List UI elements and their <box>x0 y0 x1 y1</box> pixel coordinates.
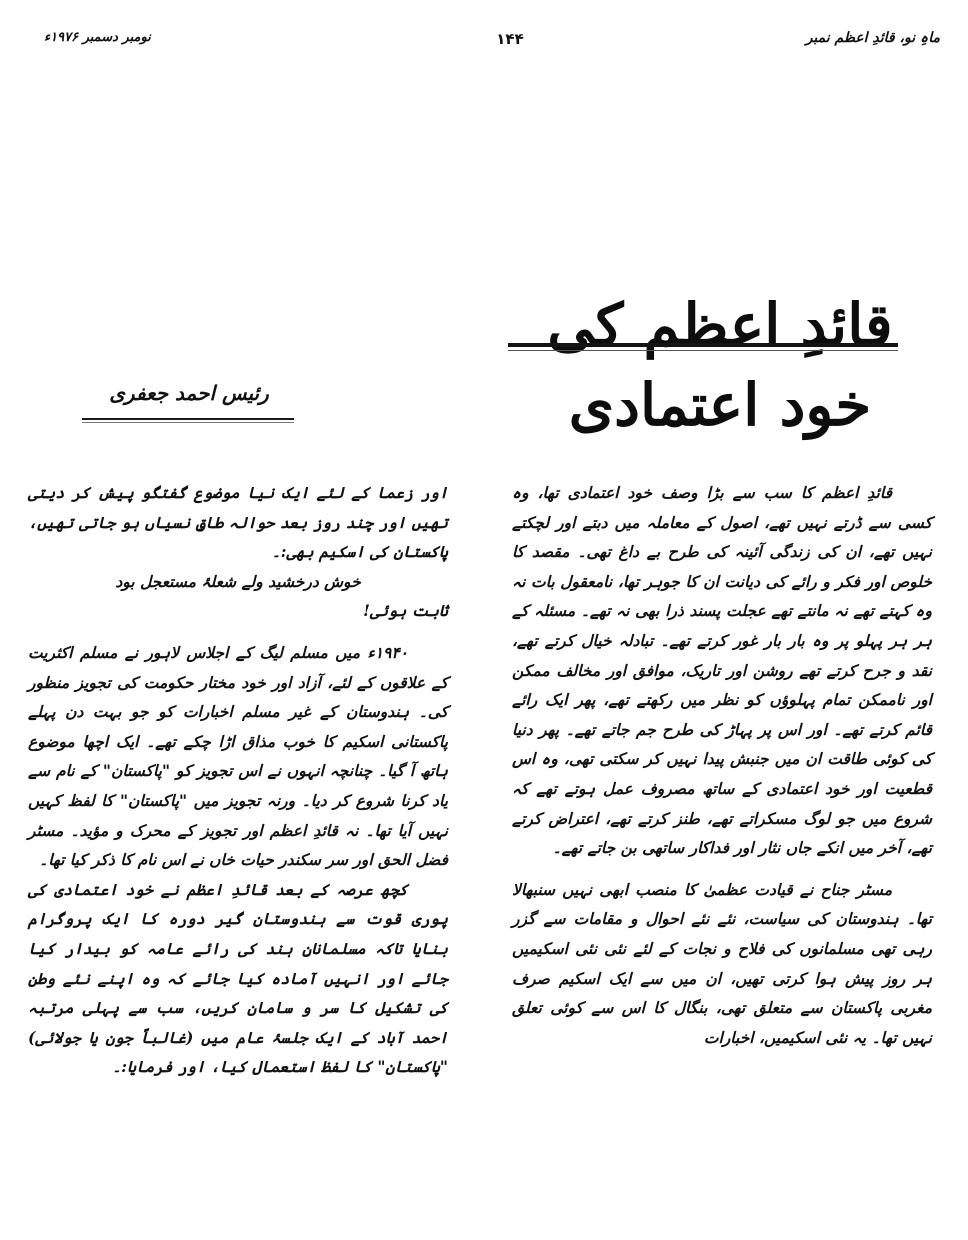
title-underline-thin <box>508 350 898 351</box>
running-header <box>40 30 940 60</box>
paragraph-gap <box>28 626 448 638</box>
paragraph: ۱۹۴۰ء میں مسلم لیگ کے اجلاس لاہور نے مسلم اکثریت کے علاقوں کے لئے، آزاد اور خود مختار حکومت کی تجویز منظور کی۔ ہندوستان کے غیر مسلم اخبارات کو جو بہت دن پہلے پاکستانی اسکیم کا خوب مذاق اڑا چکے تھے۔ ایک اچھا موضوع ہاتھ آ گیا۔ چنانچہ انہوں نے اس تجویز کو "پاکستان" کے نام سے یاد کرنا شروع کر دیا۔ ورنہ تجویز میں "پاکستان" کا لفظ کہیں نہیں آیا تھا۔ نہ قائدِ اعظم اور تجویز کے محرک و مؤید۔ مسٹر فضل الحق اور سر سکندر حیات خاں نے اس نام کا ذکر کیا تھا۔ <box>28 642 448 870</box>
persian-verse: خوش درخشید ولے شعلۂ مستعجل بود <box>115 571 361 591</box>
right-column <box>512 478 932 1052</box>
article-title: قائدِ اعظم کی خود اعتمادی <box>547 290 893 439</box>
paragraph: مسٹر جناح نے قیادت عظمیٰ کا منصب ابھی نہیں سنبھالا تھا۔ ہندوستان کی سیاست، نئے نئے احوال و مقامات سے گزر رہی تھی مسلمانوں کی فلاح و نجات کے لئے نئی نئی اسکیمیں ہر روز پیش ہوا کرتی تھیں، ان میں سے ایک اسکیم صرف مغربی پاکستان سے متعلق تھی، بنگال کا اس سے کوئی تعلق نہیں تھا۔ یہ نئی اسکیمیں، اخبارات <box>512 879 932 1047</box>
byline-underline <box>82 418 294 420</box>
issue-date: نومبر دسمبر ۱۹۷۶ء <box>44 30 151 45</box>
left-column <box>28 478 448 1082</box>
byline-underline-thin <box>82 422 294 423</box>
author-byline: رئیس احمد جعفری <box>109 381 269 405</box>
magazine-name: ماہِ نو، قائدِ اعظم نمبر <box>805 30 940 46</box>
paragraph: کچھ عرصہ کے بعد قائدِ اعظم نے خود اعتمادی کی پوری قوت سے ہندوستان گیر دورہ کا ایک پروگرام بنایا تاکہ مسلمانانِ ہند کی رائے عامہ کو بیدار کیا جائے اور انہیں آمادہ کیا جائے کہ وہ اپنے نئے وطن کی تشکیل کا سر و سامان کریں، سب سے پہلی مرتبہ احمد آباد کے ایک جلسۂ عام میں (غالباً جون یا جولائی) "پاکستان" کا لفظ استعمال کیا، اور فرمایا:۔ <box>28 879 448 1077</box>
paragraph: قائدِ اعظم کا سب سے بڑا وصف خود اعتمادی تھا، وہ کسی سے ڈرتے نہیں تھے، اصول کے معاملہ میں دبتے اور لچکتے نہیں تھے، ان کی زندگی آئینہ کی طرح بے داغ تھی۔ مقصد کا خلوص اور فکر و رائے کی دیانت ان کا جوہر تھا، نامعقول بات نہ وہ کہتے تھے نہ مانتے تھے عجلت پسند ذرا بھی نہ تھے۔ مسئلہ کے ہر ہر پہلو پر وہ بار بار غور کرتے تھے۔ تبادلہ خیال کرتے تھے، نقد و جرح کرتے تھے روشن اور تاریک، موافق اور مخالف ممکن اور ناممکن تمام پہلوؤں کو نظر میں رکھتے تھے، پھر ایک رائے قائم کرتے تھے۔ اور اس پر پہاڑ کی طرح جم جاتے تھے۔ پھر دنیا کی کوئی طاقت ان میں جنبش پیدا نہیں کر سکتی تھی، وہ اس قطعیت اور خود اعتمادی کے ساتھ مصروف عمل ہوتے تھے کہ شروع میں جو لوگ مسکراتے تھے، طنز کرتے تھے، اعتراض کرتے تھے، آخر میں انکے جاں نثار اور فداکار ساتھی بن جاتے تھے۔ <box>512 483 932 858</box>
page-number: ۱۴۴ <box>496 30 524 48</box>
title-underline <box>508 343 898 347</box>
paragraph: اور زعما کے لئے ایک نیا موضوع گفتگو پیش کر دیتی تھیں اور چند روز بعد حوالہ طاقِ نسیاں ہو جاتی تھیں، پاکستان کی اسکیم بھی:۔ <box>28 483 448 562</box>
paragraph-ending: ثابت ہوئی! <box>363 601 448 621</box>
paragraph-gap <box>512 863 932 875</box>
